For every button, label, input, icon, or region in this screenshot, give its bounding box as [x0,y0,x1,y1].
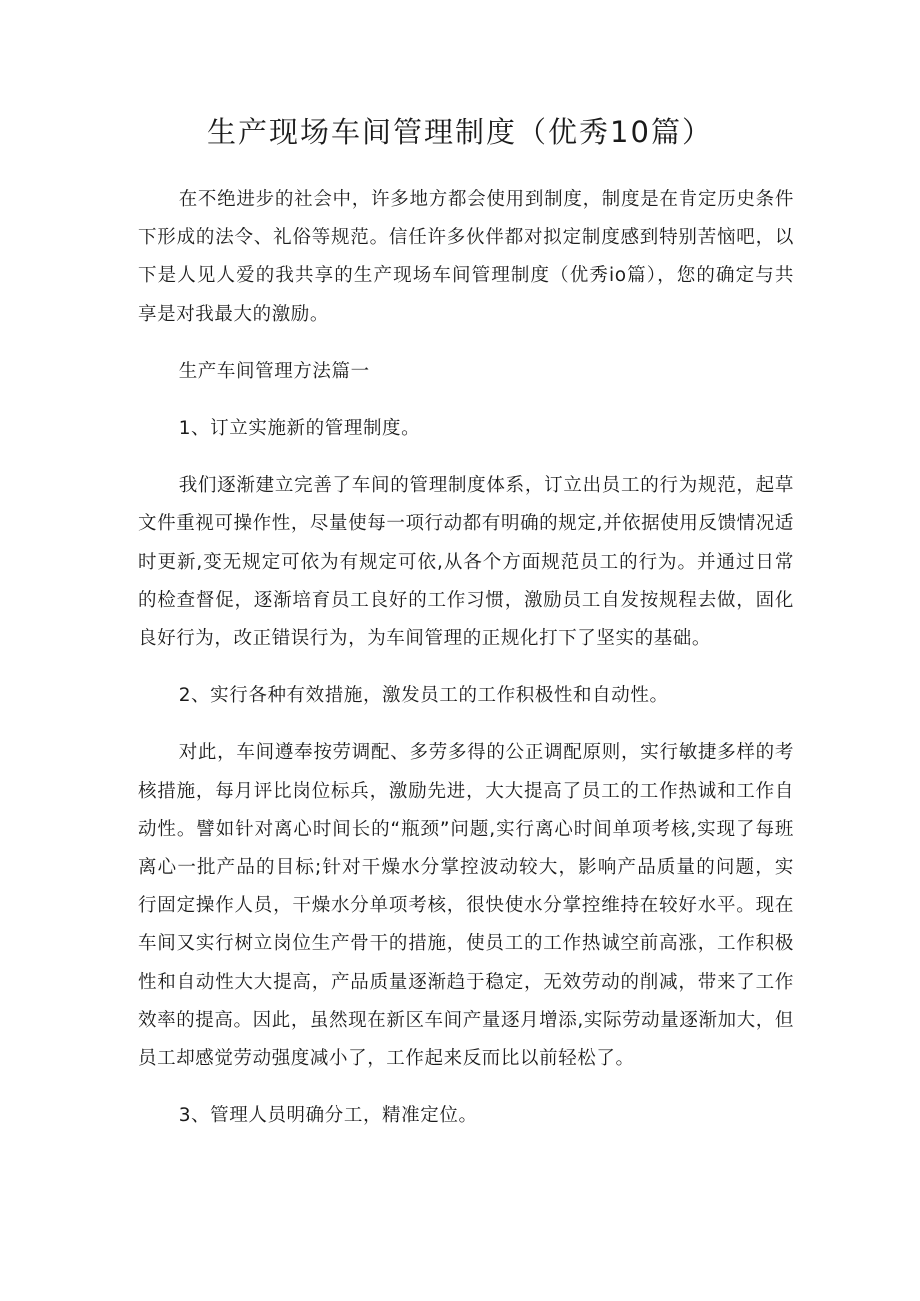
intro-paragraph: 在不绝进步的社会中，许多地方都会使用到制度，制度是在肯定历史条件下形成的法令、礼俗等规范。信任许多伙伴都对拟定制度感到特别苦恼吧，以下是人见人爱的我共享的生产现场车间管理制度（优秀io篇），您的确定与共享是对我最大的激励。 [138,189,794,325]
point-2-body: 对此，车间遵奉按劳调配、多劳多得的公正调配原则，实行敏捷多样的考核措施，每月评比岗位标兵，激励先进，大大提高了员工的工作热诚和工作自动性。譬如针对离心时间长的“瓶颈”问题,实行离心时间单项考核,实现了每班离心一批产品的目标;针对干燥水分掌控波动较大，影响产品质量的问题，实行固定操作人员，干燥水分单项考核，很快使水分掌控维持在较好水平。现在车间又实行树立岗位生产骨干的措施，使员工的工作热诚空前高涨，工作积极性和自动性大大提高，产品质量逐渐趋于稳定，无效劳动的削减，带来了工作效率的提高。因此，虽然现在新区车间产量逐月增添,实际劳动量逐渐加大，但员工却感觉劳动强度减小了，工作起来反而比以前轻松了。 [138,742,794,1070]
point-3-title: 3、管理人员明确分工，精准定位。 [178,1105,478,1127]
point-1-title: 1、订立实施新的管理制度。 [178,418,421,440]
document-title: 生产现场车间管理制度（优秀10篇） [207,115,713,149]
document-body [138,181,794,1135]
point-1-body: 我们逐渐建立完善了车间的管理制度体系，订立出员工的行为规范，起草文件重视可操作性，尽量使每一项行动都有明确的规定,并依据使用反馈情况适时更新,变无规定可依为有规定可依,从各个方面规范员工的行为。并通过日常的检查督促，逐渐培育员工良好的工作习惯，激励员工自发按规程去做，固化良好行为，改正错误行为，为车间管理的正规化打下了坚实的基础。 [138,475,794,650]
point-2-title: 2、实行各种有效措施，激发员工的工作积极性和自动性。 [178,685,669,707]
section-heading: 生产车间管理方法篇一 [178,360,370,382]
